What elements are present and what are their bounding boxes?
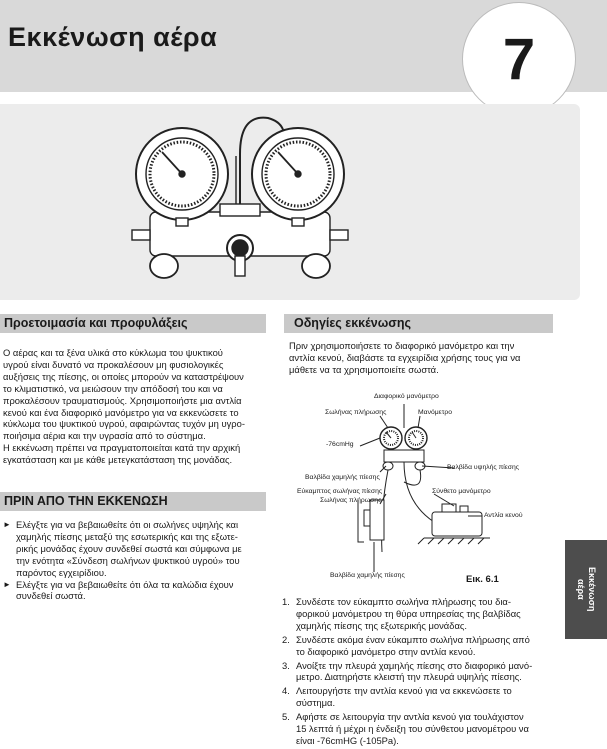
text-line: 15 λεπτά ή μέχρι η ένδειξη του σύνθετου μανομέτρου να — [296, 723, 529, 735]
text-line: Ελέγξτε για να βεβαιωθείτε ότι όλα τα καλώδια έχουν — [16, 578, 234, 590]
text-line: την ενότητα «Σύνδεση σωλήνων ψυκτικού υγρού» του — [16, 554, 240, 566]
list-item — [282, 685, 560, 709]
steps-list — [282, 596, 560, 749]
label-flex-hose-2: Σωλήνας πλήρωσης — [320, 497, 382, 504]
instructions-intro — [289, 340, 559, 376]
text-line: σύστημα. — [296, 697, 336, 709]
label-vacuum-reading: -76cmHg — [326, 441, 354, 448]
text-line: φορικού μανόμετρου τη θύρα υπηρεσίας της βαλβίδας — [296, 607, 521, 619]
list-item — [282, 634, 560, 658]
step-number: 4. — [282, 685, 290, 697]
text-line: παρόντος εγχειρίδιου. — [16, 566, 107, 578]
label-flex-hose: Εύκαμπτος σωλήνας πίεσης — [297, 488, 383, 495]
label-high-valve: Βαλβίδα υψηλής πίεσης — [447, 464, 520, 471]
text-line: συνδεθεί σωστά. — [16, 590, 86, 602]
side-tab-chapter[interactable] — [565, 540, 607, 639]
text-line: είναι -76cmHG (-105Pa). — [296, 734, 399, 746]
text-line: ποιήσιμα αέρια και την υγρασία από το σύστημα. — [3, 430, 206, 442]
label-vacuum-pump: Αντλία κενού — [484, 512, 523, 519]
label-low-valve-bottom: Βαλβίδα χαμηλής πίεσης — [330, 572, 405, 579]
text-line: Συνδέστε ακόμα έναν εύκαμπτο σωλήνα πλήρωσης από — [296, 633, 530, 645]
text-line: προκαλέσουν τραυματισμούς. Χρησιμοποιήστε μια αντλία — [3, 394, 242, 406]
text-line: Αφήστε σε λειτουργία την αντλία κενού για τουλάχιστον — [296, 711, 524, 723]
figure-caption: Εικ. 6.1 — [466, 574, 499, 585]
list-item — [282, 711, 560, 747]
text-line: αντλία κενού, διαβάστε τα εγχειρίδια χρήσης τους για να — [289, 351, 521, 363]
side-tab-label-1: Εκκένωση — [587, 567, 597, 612]
manifold-gauge-drawing — [0, 104, 580, 300]
text-line: υγρού είναι δυνατό να προκαλέσουν μη φυσιολογικές — [3, 358, 224, 370]
section-title-preparation: Προετοιμασία και προφυλάξεις — [0, 314, 266, 333]
bullet-arrow-icon: ► — [3, 579, 11, 589]
label-low-valve: Βαλβίδα χαμηλής πίεσης — [305, 474, 380, 481]
text-line: το διαφορικό μανόμετρο στην αντλία κενού. — [296, 645, 476, 657]
text-line: κύκλωμα του ψυκτικού υγρού, αφαιρώντας τυχόν μη υγρο- — [3, 418, 245, 430]
text-line: αυξήσεις της πίεσης, οι οποίες μπορούν να καταστρέψουν — [3, 370, 244, 382]
preparation-paragraph — [3, 347, 268, 466]
text-line: κενού και ένα διαφορικό μανόμετρο για να εκκενώσετε το — [3, 406, 239, 418]
page-title: Εκκένωση αέρα — [8, 22, 218, 52]
label-compound-gauge: Σύνθετο μανόμετρο — [432, 488, 491, 495]
label-gauge: Μανόμετρο — [418, 409, 453, 416]
list-item — [282, 660, 560, 684]
text-line: το κλιματιστικό, να μειώσουν την απόδοσή του και να — [3, 382, 223, 394]
side-tab-label-2: αέρα — [576, 579, 586, 600]
list-item — [3, 519, 268, 579]
text-line: Ανοίξτε την πλευρά χαμηλής πίεσης στο διαφορικό μανό- — [296, 659, 533, 671]
text-line: μάθετε να τα χρησιμοποιείτε σωστά. — [289, 363, 439, 375]
text-line: Η εκκένωση πρέπει να πραγματοποιείται κατά την αρχική — [3, 442, 241, 454]
text-line: Λειτουργήστε την αντλία κενού για να εκκενώσετε το — [296, 685, 512, 697]
text-line: χαμηλής πίεσης μεταξύ της εσωτερικής και της εξωτε- — [16, 530, 238, 542]
text-line: εγκατάσταση και με κάθε μετεγκατάσταση της μονάδας. — [3, 454, 233, 466]
bullet-arrow-icon: ► — [3, 520, 11, 529]
section-title-before-evacuation: ΠΡΙΝ ΑΠΟ ΤΗΝ ΕΚΚΕΝΩΣΗ — [0, 492, 266, 511]
manifold-gauge-illustration — [0, 104, 580, 300]
text-line: ρικής μονάδας έχουν συνδεθεί σωστά και σύμφωνα με — [16, 542, 242, 554]
text-line: μετρο. Διατηρήστε κλειστή την πλευρά υψηλής πίεσης. — [296, 671, 522, 683]
text-line: Ο αέρας και τα ξένα υλικά στο κύκλωμα του ψυκτικού — [3, 347, 223, 358]
step-number: 1. — [282, 596, 290, 607]
text-line: χαμηλής πίεσης της εξωτερικής μονάδας. — [296, 619, 467, 631]
step-number: 3. — [282, 659, 290, 671]
text-line: Ελέγξτε για να βεβαιωθείτε ότι οι σωλήνες υψηλής και — [16, 519, 239, 530]
list-item — [3, 579, 268, 603]
checklist — [3, 519, 268, 602]
chapter-number: 7 — [462, 2, 576, 116]
step-number: 5. — [282, 711, 290, 723]
label-charge-hose: Σωλήνας πλήρωσης — [325, 409, 387, 416]
section-title-evacuation-instructions: Οδηγίες εκκένωσης — [284, 314, 553, 333]
text-line: Συνδέστε τον εύκαμπτο σωλήνα πλήρωσης του δια- — [296, 596, 511, 607]
list-item — [282, 596, 560, 632]
text-line: Πριν χρησιμοποιήσετε το διαφορικό μανόμετρο και την — [289, 340, 515, 351]
step-number: 2. — [282, 633, 290, 645]
label-diff-gauge: Διαφορικό μανόμετρο — [374, 393, 439, 400]
